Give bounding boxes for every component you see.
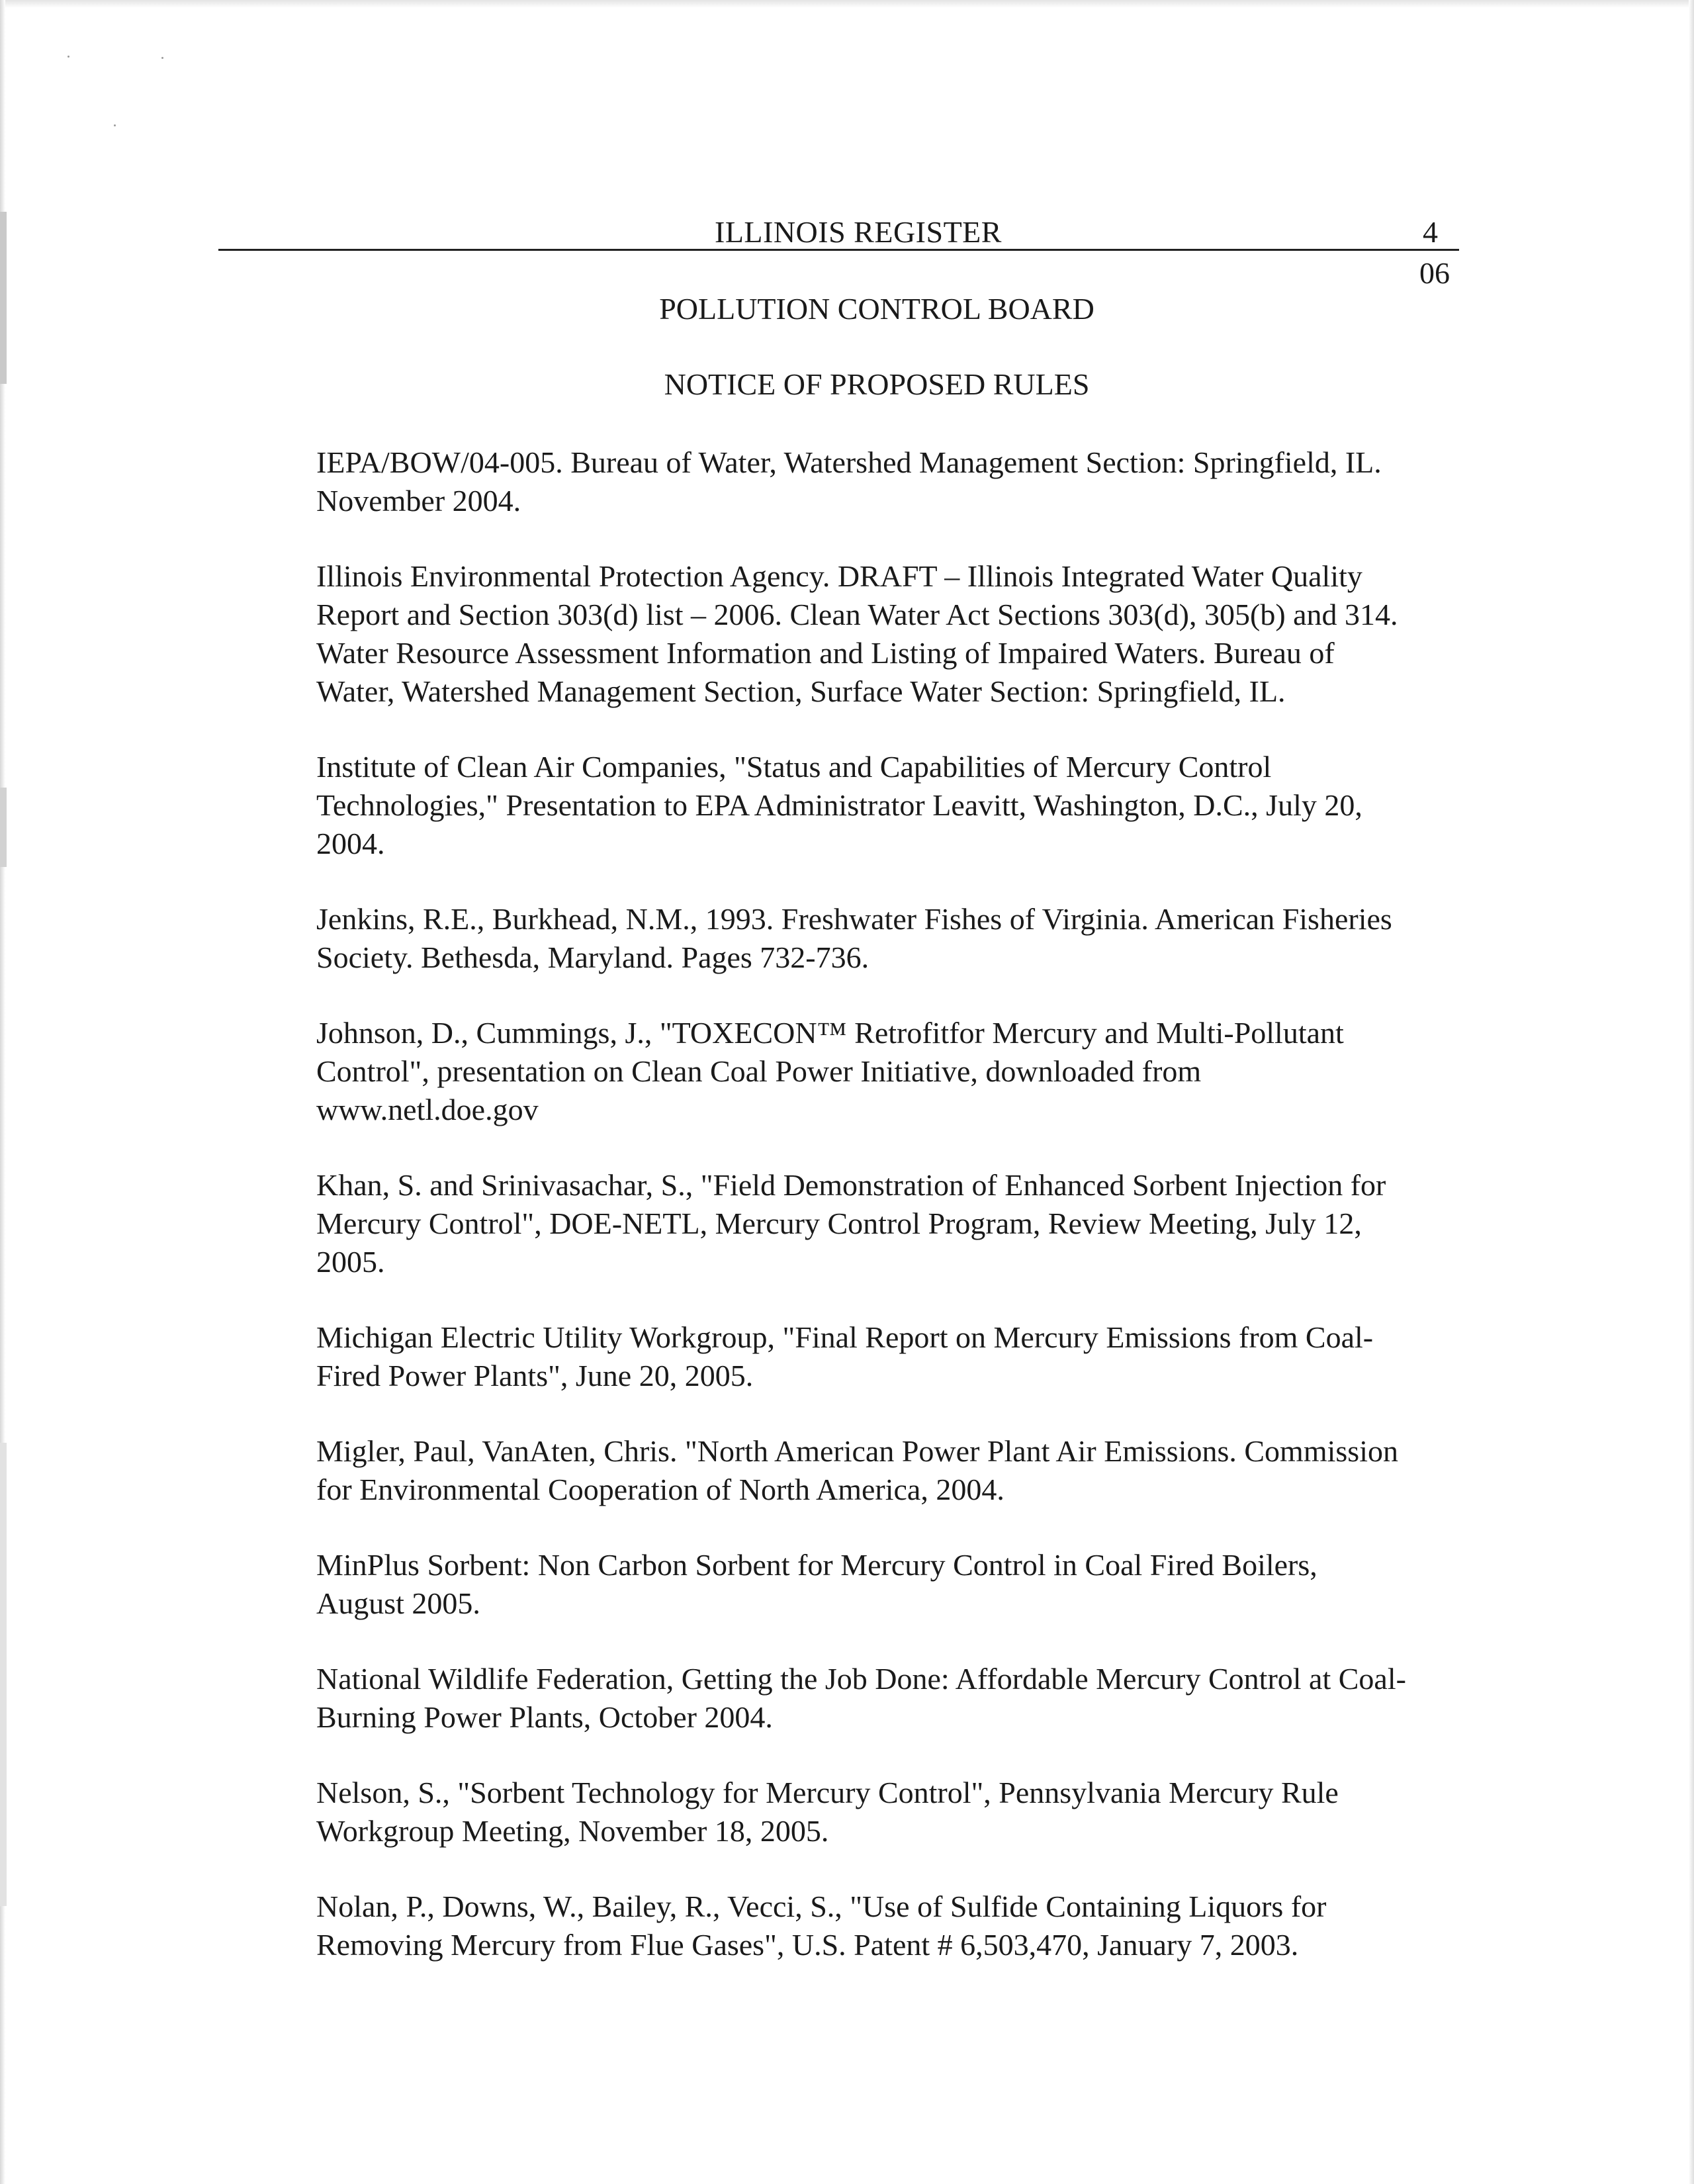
scan-speck [114, 124, 116, 126]
register-title: ILLINOIS REGISTER [715, 215, 1002, 249]
reference-entry: Nolan, P., Downs, W., Bailey, R., Vecci, S., "Use of Sulfide Containing Liquors for Removing Mercury from Flue Gases", U.S. Patent # 6,503,470, January 7, 2003. [316, 1889, 1327, 1962]
reference-entry: National Wildlife Federation, Getting the Job Done: Affordable Mercury Control at Coal- Burning Power Plants, October 2004. [316, 1662, 1406, 1734]
scan-artifact [0, 1443, 7, 1906]
reference-entry: Migler, Paul, VanAten, Chris. "North American Power Plant Air Emissions. Commission for Environmental Cooperation of North America, 2004. [316, 1434, 1398, 1506]
reference-entry: Johnson, D., Cummings, J., "TOXECON™ Retrofitfor Mercury and Multi-Pollutant Control", presentation on Clean Coal Power Initiative, downloaded from www.netl.doe.gov [316, 1016, 1344, 1126]
reference-entry: IEPA/BOW/04-005. Bureau of Water, Watershed Management Section: Springfield, IL. November 2004. [316, 445, 1382, 518]
scan-edge-top [0, 0, 1694, 8]
reference-entry: Khan, S. and Srinivasachar, S., "Field Demonstration of Enhanced Sorbent Injection for Mercury Control", DOE-NETL, Mercury Control Program, Review Meeting, July 12, 2005. [316, 1168, 1386, 1279]
reference-entry: Nelson, S., "Sorbent Technology for Mercury Control", Pennsylvania Mercury Rule Workgroup Meeting, November 18, 2005. [316, 1776, 1339, 1848]
reference-entry: Jenkins, R.E., Burkhead, N.M., 1993. Freshwater Fishes of Virginia. American Fisheries Society. Bethesda, Maryland. Pages 732-736. [316, 902, 1392, 974]
header-rule [218, 249, 1459, 251]
page-number: 4 [1423, 215, 1438, 249]
reference-entry: Institute of Clean Air Companies, "Status and Capabilities of Mercury Control Technologies," Presentation to EPA Administrator Leavitt, Washington, D.C., July 20, 2004. [316, 750, 1362, 860]
notice-heading: NOTICE OF PROPOSED RULES [664, 367, 1090, 401]
scan-edge-right [1689, 0, 1694, 2184]
reference-list [316, 443, 1521, 2001]
reference-entry: Illinois Environmental Protection Agency. DRAFT – Illinois Integrated Water Quality Report and Section 303(d) list – 2006. Clean Water Act Sections 303(d), 305(b) and 314. Water Resource Assessment Information and Listing of Impaired Waters. Bureau of Water, Watershed Management Section, Surface Water Section: Springfield, IL. [316, 559, 1398, 708]
scan-speck [67, 56, 69, 58]
scan-speck [161, 57, 163, 59]
reference-entry: Michigan Electric Utility Workgroup, "Final Report on Mercury Emissions from Coal- Fired Power Plants", June 20, 2005. [316, 1320, 1374, 1392]
reference-entry: MinPlus Sorbent: Non Carbon Sorbent for Mercury Control in Coal Fired Boilers, August 2005. [316, 1548, 1317, 1620]
page-number-suffix: 06 [1419, 256, 1450, 290]
scan-artifact [0, 788, 7, 867]
agency-heading: POLLUTION CONTROL BOARD [659, 292, 1094, 326]
